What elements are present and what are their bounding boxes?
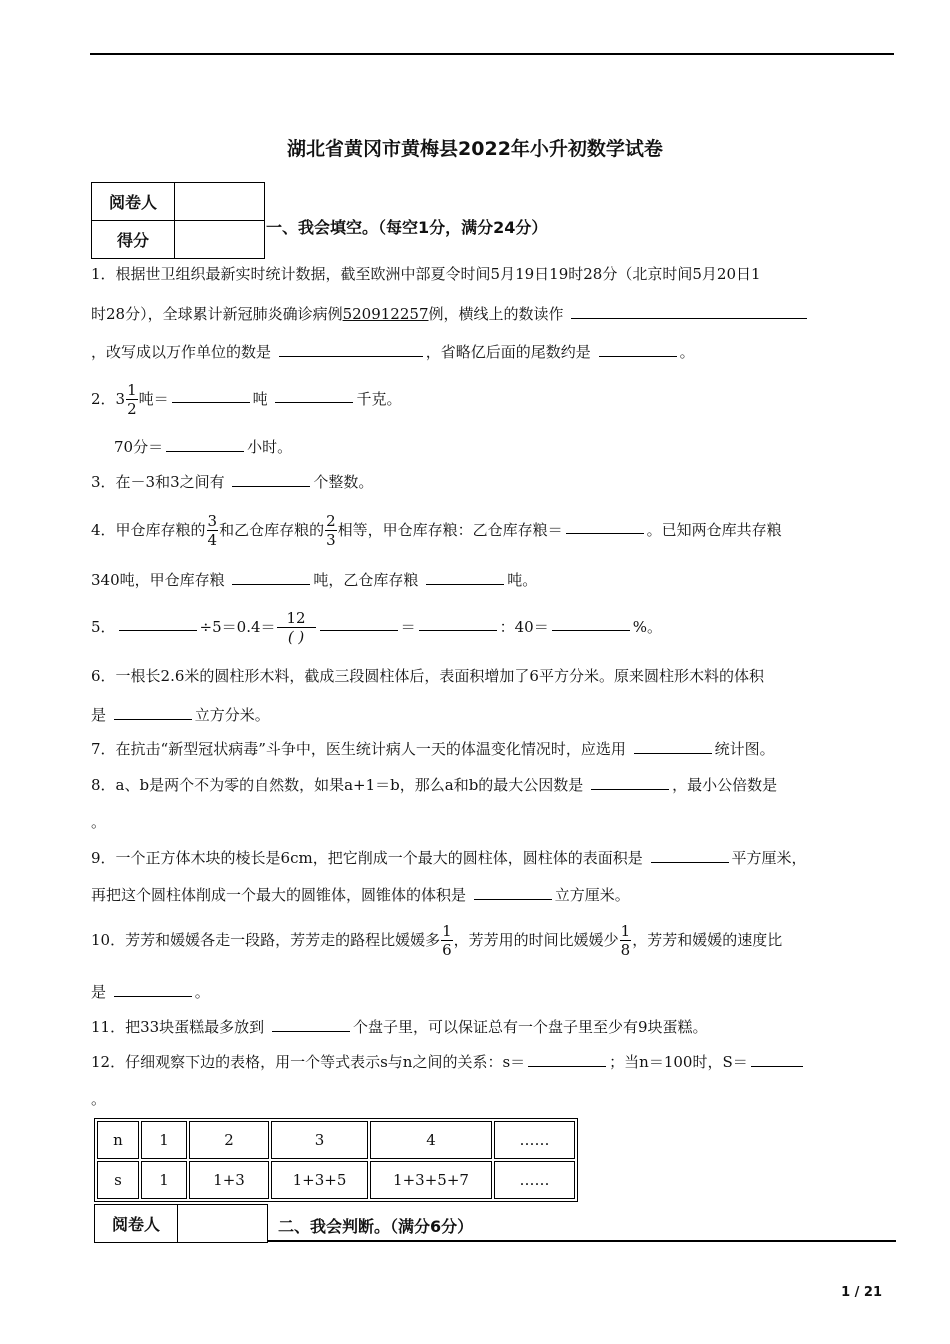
q1-line2: 时28分），全球累计新冠肺炎确诊病例520912257例，横线上的数读作 — [91, 302, 810, 325]
q4-fraction-2: $\frac{2}{3}$ — [326, 511, 336, 549]
q8-blank-1[interactable] — [591, 773, 669, 790]
q7-blank[interactable] — [634, 737, 712, 754]
q4-fraction-1: $\frac{3}{4}$ — [207, 511, 218, 549]
q2-blank-1[interactable] — [172, 386, 250, 403]
table-cell: 1 — [141, 1161, 187, 1199]
table-row — [97, 1161, 575, 1199]
q9-line2: 再把这个圆柱体削成一个最大的圆锥体，圆锥体的体积是 立方厘米。 — [91, 883, 630, 906]
q2-fraction: $\frac{1}{2}$ — [127, 380, 137, 418]
q11-blank[interactable] — [272, 1015, 350, 1032]
q2-blank-2[interactable] — [275, 386, 353, 403]
table-cell: 1 — [141, 1121, 187, 1159]
q10-blank[interactable] — [114, 980, 192, 997]
q5-blank-3[interactable] — [419, 614, 497, 631]
score-label: 得分 — [92, 221, 175, 259]
q2-blank-3[interactable] — [166, 435, 244, 452]
q12-line1: 12．仔细观察下边的表格，用一个等式表示s与n之间的关系：s＝ ；当n＝100时，S＝ — [91, 1050, 806, 1073]
q10-fraction-2: $\frac{1}{8}$ — [620, 921, 631, 959]
q1-blank-1[interactable] — [571, 302, 807, 319]
table-cell: …… — [494, 1161, 575, 1199]
q9-line1: 9．一个正方体木块的棱长是6cm，把它削成一个最大的圆柱体，圆柱体的表面积是 平方厘米， — [91, 846, 807, 869]
q12-blank-2[interactable] — [751, 1050, 803, 1067]
q5-line: 5． ÷5＝0.4＝ $\frac{12}{( )}$ ＝ ：40＝ %。 — [91, 608, 662, 646]
q1-number: 520912257 — [342, 305, 429, 323]
table-cell: …… — [494, 1121, 575, 1159]
q11-line: 11．把33块蛋糕最多放到 个盘子里，可以保证总有一个盘子里至少有9块蛋糕。 — [91, 1015, 708, 1038]
q8-line2: 。 — [91, 813, 107, 831]
grader-box-2 — [94, 1204, 268, 1243]
grader-box — [91, 182, 265, 259]
table-cell: 3 — [271, 1121, 368, 1159]
table-cell: 1+3 — [189, 1161, 269, 1199]
q2-line2: 70分＝ 小时。 — [114, 435, 292, 458]
q5-blank-1[interactable] — [119, 614, 197, 631]
score-cell — [175, 221, 265, 259]
q7-line: 7．在抗击“新型冠状病毒”斗争中，医生统计病人一天的体温变化情况时，应选用 统计图。 — [91, 737, 775, 760]
reviewer-cell-2 — [178, 1205, 268, 1243]
page-number: 1 / 21 — [841, 1285, 882, 1300]
q4-line2: 340吨，甲仓库存粮 吨，乙仓库存粮 吨。 — [91, 568, 537, 591]
table-row — [97, 1121, 575, 1159]
section-2-heading: 二、我会判断。（满分6分） — [278, 1217, 474, 1236]
q2-line1: 2．3 $\frac{1}{2}$ 吨＝ 吨 千克。 — [91, 380, 402, 418]
q10-line1: 10．芳芳和媛媛各走一段路，芳芳走的路程比媛媛多 $\frac{1}{6}$ ，芳芳用的时间比媛媛少 $\frac{1}{8}$ ，芳芳和媛媛的速度比 — [91, 921, 783, 959]
q10-fraction-1: $\frac{1}{6}$ — [442, 921, 452, 959]
q4-blank-1[interactable] — [566, 517, 644, 534]
table-cell: n — [97, 1121, 139, 1159]
q3-line: 3．在－3和3之间有 个整数。 — [91, 470, 373, 493]
q8-line1: 8．a、b是两个不为零的自然数，如果a+1＝b，那么a和b的最大公因数是 ，最小公倍数是 — [91, 773, 777, 796]
page-title: 湖北省黄冈市黄梅县2022年小升初数学试卷 — [287, 138, 663, 160]
q4-line1: 4．甲仓库存粮的 $\frac{3}{4}$ 和乙仓库存粮的 $\frac{2}{3}$ 相等，甲仓库存粮：乙仓库存粮＝ 。已知两仓库共存粮 — [91, 511, 782, 549]
section-2-rule — [268, 1240, 896, 1242]
q6-line2: 是 立方分米。 — [91, 703, 270, 726]
n-s-table — [94, 1118, 578, 1202]
table-cell: s — [97, 1161, 139, 1199]
q3-blank[interactable] — [232, 470, 310, 487]
q5-fraction: $\frac{12}{( )}$ — [277, 609, 316, 646]
table-cell: 2 — [189, 1121, 269, 1159]
q1-line3: ，改写成以万作单位的数是 ，省略亿后面的尾数约是 。 — [91, 340, 695, 363]
q12-line2: 。 — [91, 1090, 107, 1108]
q1-blank-3[interactable] — [599, 340, 677, 357]
q12-blank-1[interactable] — [528, 1050, 606, 1067]
q1-blank-2[interactable] — [279, 340, 423, 357]
q1-line1: 1．根据世卫组织最新实时统计数据，截至欧洲中部夏令时间5月19日19时28分（北京时间5月20日1 — [91, 265, 761, 283]
q5-blank-4[interactable] — [552, 614, 630, 631]
q9-blank-1[interactable] — [651, 846, 729, 863]
q4-blank-2[interactable] — [232, 568, 310, 585]
reviewer-label: 阅卷人 — [92, 183, 175, 221]
reviewer-cell — [175, 183, 265, 221]
reviewer-label-2: 阅卷人 — [95, 1205, 178, 1243]
q5-blank-2[interactable] — [320, 614, 398, 631]
q6-blank[interactable] — [114, 703, 192, 720]
q10-line2: 是 。 — [91, 980, 210, 1003]
q9-blank-2[interactable] — [474, 883, 552, 900]
table-cell: 1+3+5+7 — [370, 1161, 492, 1199]
q4-blank-3[interactable] — [426, 568, 504, 585]
q6-line1: 6．一根长2.6米的圆柱形木料，截成三段圆柱体后，表面积增加了6平方分米。原来圆柱形木料的体积 — [91, 667, 764, 685]
table-cell: 1+3+5 — [271, 1161, 368, 1199]
header-rule — [90, 53, 894, 55]
table-cell: 4 — [370, 1121, 492, 1159]
section-1-heading: 一、我会填空。（每空1分，满分24分） — [266, 218, 548, 237]
